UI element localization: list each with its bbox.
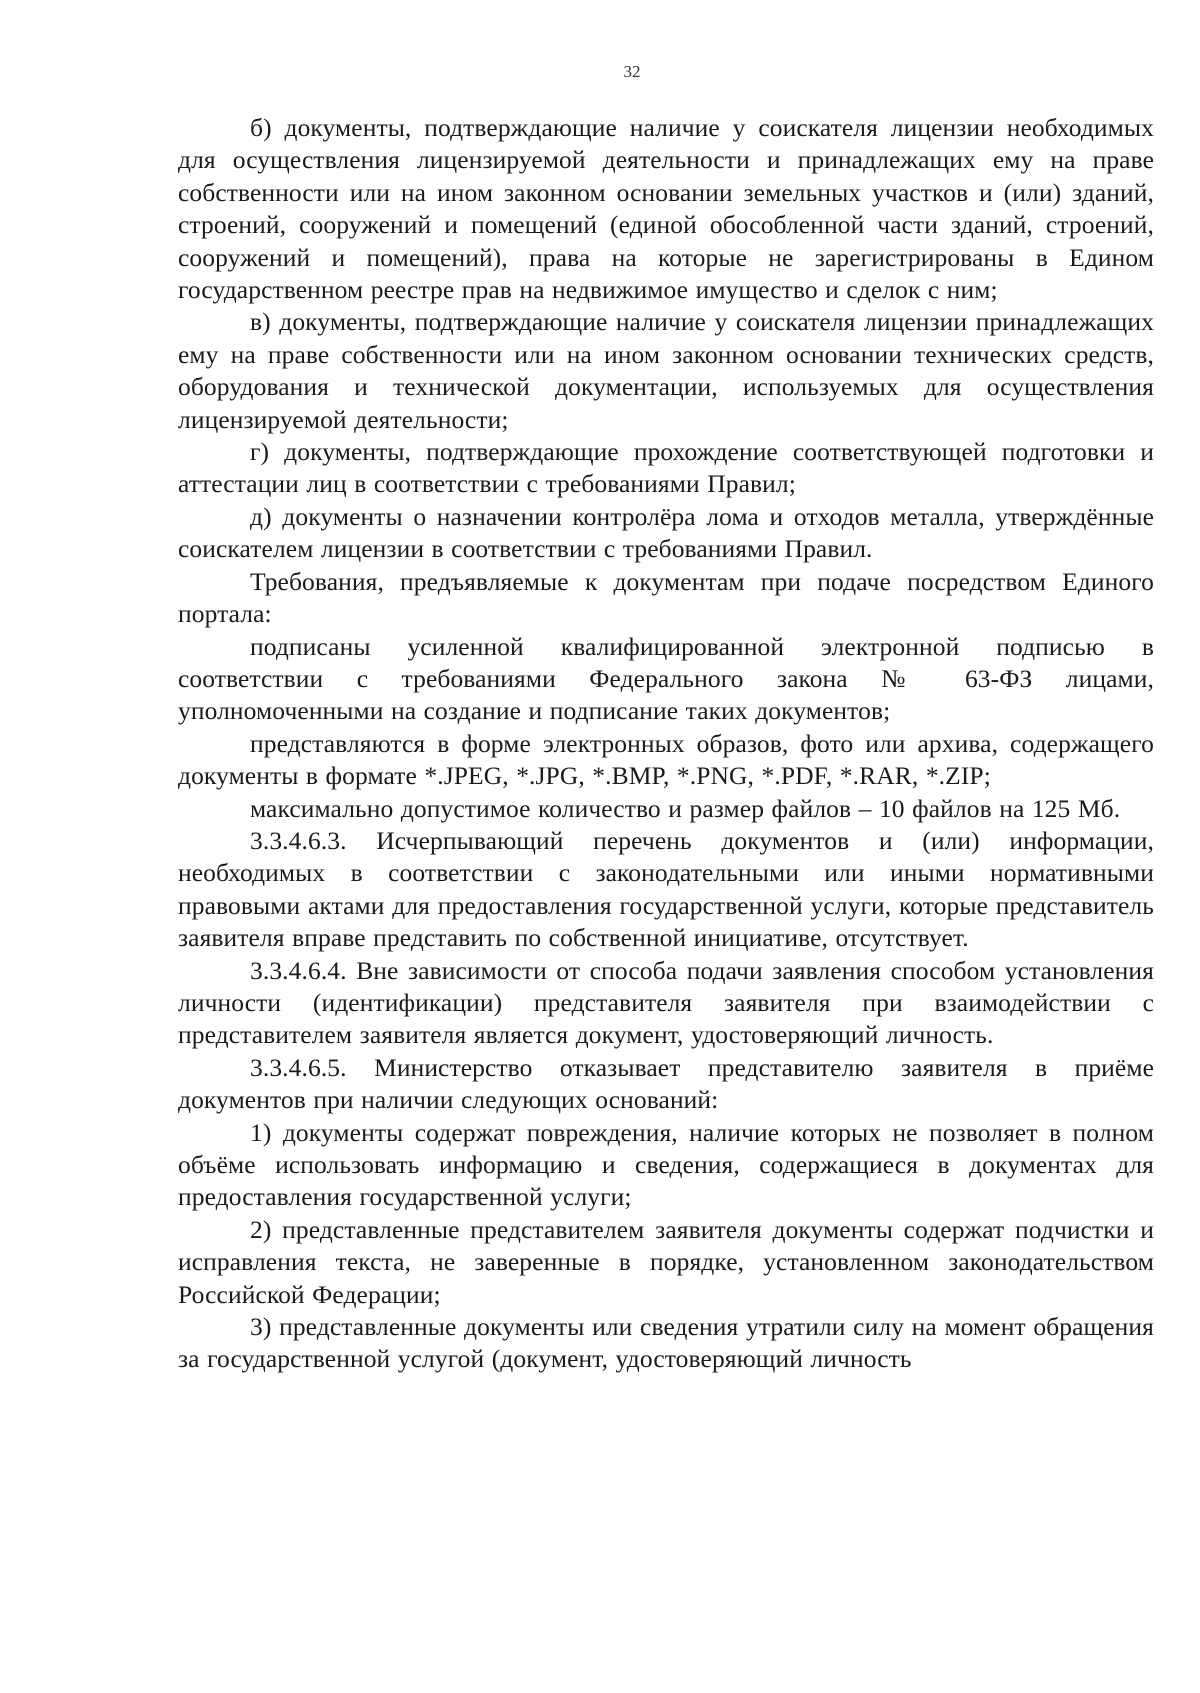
paragraph-requirement-signature: подписаны усиленной квалифицированной электронной подписью в соответствии с требованиями Федерального закона № 63-ФЗ лицами, уполномоченными на создание и подписание таких документов; (178, 631, 1154, 726)
paragraph-3-3-4-6-3: 3.3.4.6.3. Исчерпывающий перечень документов и (или) информации, необходимых в соответствии с законодательными или иными нормативными правовыми актами для предоставления государственной услуги, которые представитель заявителя вправе представить по собственной инициативе, отсутствует. (178, 825, 1154, 953)
paragraph-g: г) документы, подтверждающие прохождение соответствующей подготовки и аттестации лиц в соответствии с требованиями Правил; (178, 437, 1154, 499)
document-body (178, 112, 1154, 1376)
paragraph-d: д) документы о назначении контролёра лома и отходов металла, утверждённые соискателем лицензии в соответствии с требованиями Правил. (178, 501, 1154, 564)
paragraph-b: б) документы, подтверждающие наличие у соискателя лицензии необходимых для осуществления лицензируемой деятельности и принадлежащих ему на праве собственности или на ином законном основании земельных участков и (или) зданий, строений, сооружений и помещений (единой обособленной части зданий, строений, сооружений и помещений), права на которые не зарегистрированы в Едином государственном реестре прав на недвижимое имущество и сделок с ним; (178, 113, 1154, 305)
paragraph-requirement-size: максимально допустимое количество и размер файлов – 10 файлов на 125 Мб. (250, 793, 1121, 823)
paragraph-requirements-intro: Требования, предъявляемые к документам при подаче посредством Единого портала: (178, 566, 1154, 629)
page-number: 32 (623, 62, 641, 81)
paragraph-3-3-4-6-5: 3.3.4.6.5. Министерство отказывает представителю заявителя в приёме документов при наличии следующих оснований: (178, 1052, 1154, 1115)
paragraph-ground-3: 3) представленные документы или сведения утратили силу на момент обращения за государственной услугой (документ, удостоверяющий личность (178, 1312, 1154, 1374)
paragraph-requirement-format: представляются в форме электронных образов, фото или архива, содержащего документы в формате *.JPEG, *.JPG, *.BMP, *.PNG, *.PDF, *.RAR, *.ZIP; (178, 728, 1154, 791)
paragraph-ground-2: 2) представленные представителем заявителя документы содержат подчистки и исправления текста, не заверенные в порядке, установленном законодательством Российской Федерации; (178, 1214, 1154, 1309)
paragraph-3-3-4-6-4: 3.3.4.6.4. Вне зависимости от способа подачи заявления способом установления личности (идентификации) представителя заявителя при взаимодействии с представителем заявителя является документ, удостоверяющий личность. (178, 955, 1154, 1050)
paragraph-ground-1: 1) документы содержат повреждения, наличие которых не позволяет в полном объёме использовать информацию и сведения, содержащиеся в документах для предоставления государственной услуги; (178, 1117, 1154, 1212)
paragraph-v: в) документы, подтверждающие наличие у соискателя лицензии принадлежащих ему на праве собственности или на ином законном основании технических средств, оборудования и технической документации, используемых для осуществления лицензируемой деятельности; (178, 307, 1154, 434)
